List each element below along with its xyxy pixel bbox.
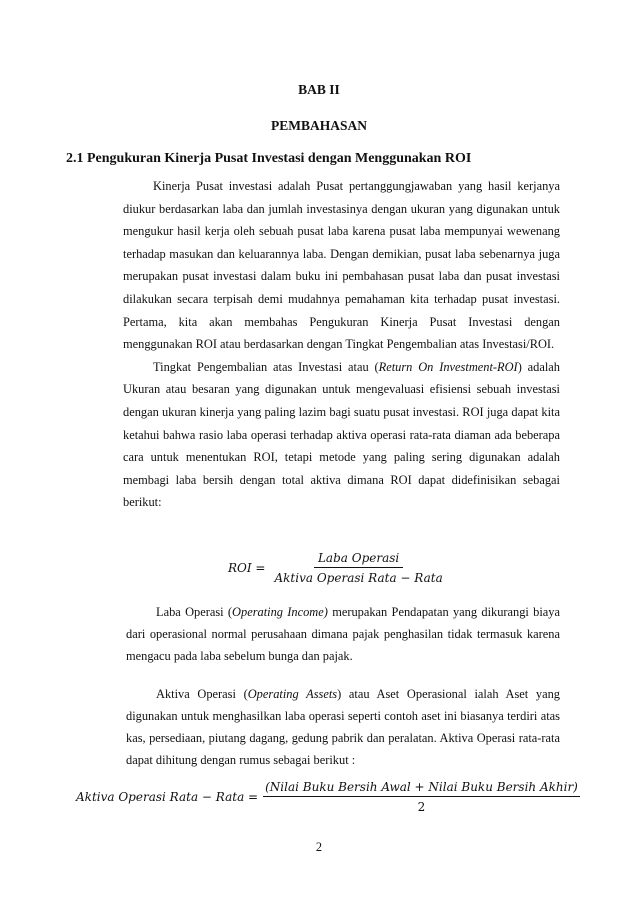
average-numerator: (Nilai Buku Bersih Awal + Nilai Buku Bersih Akhir) [263,780,580,797]
paragraph-4-text-a: Aktiva Operasi ( [156,687,248,701]
chapter-title: PEMBAHASAN [270,118,367,133]
paragraph-2-text-a: Tingkat Pengembalian atas Investasi atau ( [153,359,379,374]
paragraph-1: Kinerja Pusat investasi adalah Pusat pertanggungjawaban yang hasil kerjanya diukur berdasarkan laba dan jumlah investasinya dengan ukuran yang digunakan untuk mengukur hasil kerja oleh sebuah pusat laba karena pusat laba mempunyai wewenang terhadap masukan dan keluarannya laba. Dengan demikian, pusat laba sebenarnya juga merupakan pusat investasi dalam buku ini pembahasan pusat laba dan pusat investasi dilakukan secara terpisah demi mudahnya pemahaman kita terhadap pusat investasi. Pertama, kita akan membahas Pengukuran Kinerja Pusat Investasi dengan menggunakan ROI atau berdasarkan dengan Tingkat Pengembalian atas Investasi/ROI. [123,179,560,352]
page-number: 2 [315,840,323,854]
average-denominator: 2 [417,800,426,814]
paragraph-3-text-b: merupakan Pendapatan yang dikurangi biaya dari operasional normal perusahaan dimana pajak penghasilan tidak termasuk karena mengacu pada laba sebelum bunga dan pajak. [126,605,560,663]
roi-formula-lhs: ROI = [228,561,266,575]
paragraph-2 [123,356,560,514]
roi-numerator: Laba Operasi [314,551,403,568]
section-heading: 2.1 Pengukuran Kinerja Pusat Investasi dengan Menggunakan ROI [66,151,472,166]
paragraph-2-text-b: ) adalah Ukuran atau besaran yang digunakan untuk mengevaluasi efisiensi sebuah investasi dengan ukuran kinerja yang paling lazim bagi suatu pusat investasi. ROI juga dapat kita ketahui bahwa rasio laba operasi terhadap aktiva operasi rata-rata diaman ada beberapa cara untuk menentukan ROI, tetapi metode yang paling sering digunakan adalah membagi laba bersih dengan total aktiva dimana ROI dapat didefinisikan sebagai berikut: [123,359,561,510]
chapter-number: BAB II [298,82,340,97]
paragraph-3-block [126,601,560,667]
paragraph-4-text-b: ) atau Aset Operasional ialah Aset yang digunakan untuk menghasilkan laba operasi seperti contoh aset ini biasanya terdiri atas kas, persediaan, piutang dagang, gedung pabrik dan peralatan. Aktiva Operasi rata-rata dapat dihitung dengan rumus sebagai berikut : [126,687,561,767]
paragraph-3-italic: Operating Income) [232,605,328,619]
paragraph-4-italic: Operating Assets [247,687,338,701]
paragraph-4-block [126,683,560,771]
average-formula-lhs: Aktiva Operasi Rata − Rata = [76,790,259,804]
average-fraction [263,780,580,814]
average-assets-formula [76,780,580,814]
paragraph-3-text-a: Laba Operasi ( [156,605,233,619]
paragraph-3 [126,601,560,667]
body-text-block [123,175,560,514]
paragraph-4 [126,683,560,771]
paragraph-2-italic: Return On Investment-ROI [378,359,518,374]
roi-fraction [270,551,446,585]
roi-formula [228,551,447,585]
roi-denominator: Aktiva Operasi Rata − Rata [274,571,443,585]
